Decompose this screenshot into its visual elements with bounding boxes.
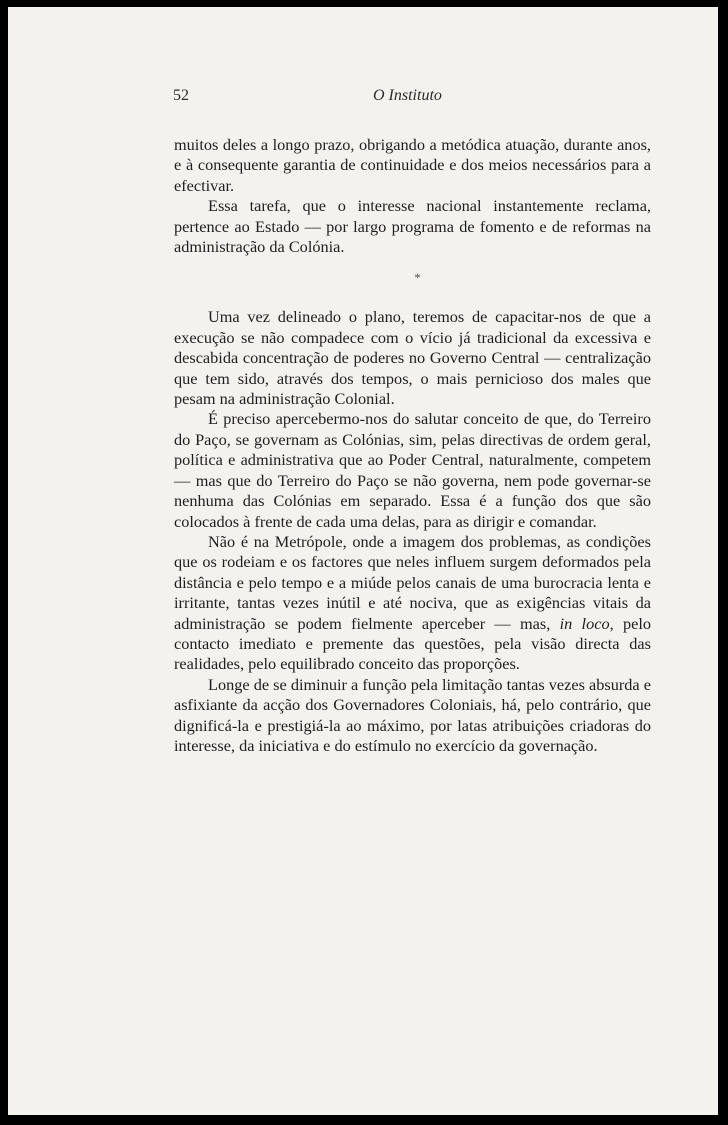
running-title: O Instituto — [373, 87, 442, 104]
paragraph-text: Não é na Metrópole, onde a imagem dos problemas, as condições que os rodeiam e os factores que neles influem surgem deformados pela distância e pelo tempo e a miúde pelos canais de uma burocracia lenta e irritante, tantas vezes inútil e até nociva, que as exigências vitais da administração se podem fielmente aperceber — mas, — [174, 531, 651, 633]
section-separator: * — [414, 270, 421, 286]
paragraph: Essa tarefa, que o interesse nacional instantemente reclama, pertence ao Estado — por largo programa de fomento e de reformas na administração da Colónia. — [174, 196, 651, 257]
page-number: 52 — [173, 87, 189, 104]
body-text — [174, 135, 651, 756]
paragraph: muitos deles a longo prazo, obrigando a metódica atuação, durante anos, e à consequente garantia de continuidade e dos meios necessários para a efectivar. — [174, 135, 651, 195]
paragraph: É preciso apercebermo-nos do salutar conceito de que, do Terreiro do Paço, se governam as Colónias, sim, pelas directivas de ordem geral, política e administrativa que ao Poder Central, naturalmente, competem — mas que do Terreiro do Paço se não governa, nem pode governar-se nenhuma das Colónias em separado. Essa é a função dos que são colocados à frente de cada uma delas, para as dirigir e comandar. — [174, 409, 651, 531]
paragraph: Uma vez delineado o plano, teremos de capacitar-nos de que a execução se não compadece com o vício já tradicional da excessiva e descabida concentração de poderes no Governo Central — centralização que tem sido, através dos tempos, o mais pernicioso dos males que pesam na administração Colonial. — [174, 307, 651, 409]
page-header — [173, 87, 653, 117]
paragraph-text: pelo contacto imediato e premente das questões, pela visão directa das realidades, pelo equilibrado conceito das proporções. — [174, 613, 651, 674]
paragraph — [174, 532, 651, 675]
document-page — [8, 7, 718, 1115]
paragraph: Longe de se diminuir a função pela limitação tantas vezes absurda e asfixiante da acção dos Governadores Coloniais, há, pelo contrário, que dignificá-la e prestigiá-la ao máximo, por latas atribuições criadoras do interesse, da iniciativa e do estímulo no exercício da governação. — [174, 674, 651, 755]
italic-phrase: in loco, — [559, 613, 614, 633]
